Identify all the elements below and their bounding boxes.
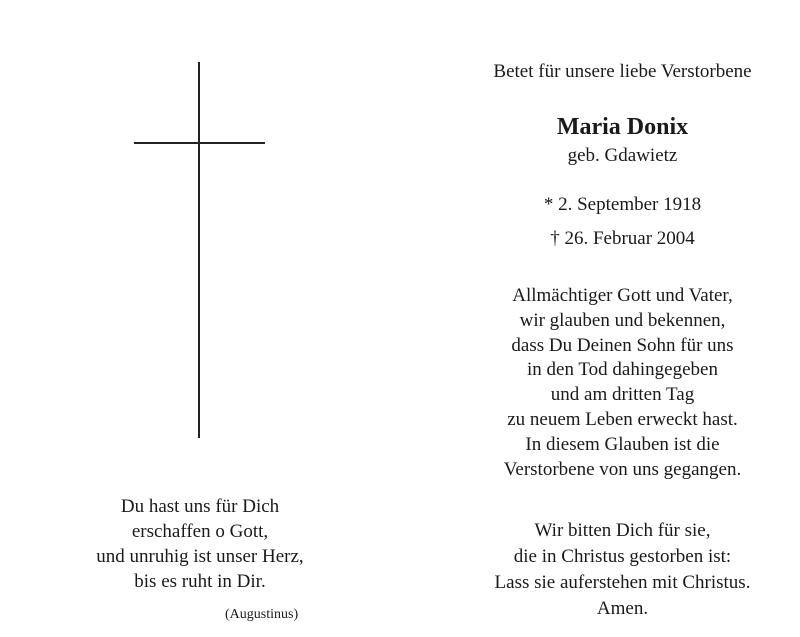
quote-line: erschaffen o Gott, — [131, 521, 269, 542]
augustinus-quote — [40, 494, 360, 622]
petition-line: Wir bitten Dich für sie, — [534, 520, 711, 541]
birth-date: * 2. September 1918 — [543, 194, 702, 215]
prayer-line: wir glauben und bekennen, — [519, 309, 726, 331]
quote-line: bis es ruht in Dir. — [134, 571, 266, 592]
quote-line: Du hast uns für Dich — [120, 496, 280, 517]
petition-line: Lass sie auferstehen mit Christus. — [494, 572, 751, 593]
petition-line: die in Christus gestorben ist: — [513, 546, 732, 567]
prayer-line: Allmächtiger Gott und Vater, — [512, 285, 733, 306]
intro-line: Betet für unsere liebe Verstorbene — [493, 61, 752, 82]
prayer-line: und am dritten Tag — [550, 384, 695, 406]
prayer-line: zu neuem Leben erweckt hast. — [507, 408, 738, 430]
petition-text — [440, 518, 800, 622]
prayer-line: Verstorbene von uns gegangen. — [503, 458, 742, 480]
life-dates — [440, 188, 800, 256]
death-date: † 26. Februar 2004 — [550, 228, 695, 249]
cross-horizontal-beam — [134, 142, 265, 144]
quote-attribution: (Augustinus) — [225, 607, 299, 622]
prayer-line: dass Du Deinen Sohn für uns — [511, 334, 734, 356]
birth-name: geb. Gdawietz — [567, 145, 678, 166]
cross-vertical-beam — [198, 62, 200, 438]
deceased-name: Maria Donix — [556, 114, 689, 140]
prayer-line: in den Tod dahingegeben — [527, 359, 718, 381]
prayer-line: In diesem Glauben ist die — [525, 433, 720, 455]
quote-line: und unruhig ist unser Herz, — [96, 546, 304, 567]
petition-line: Amen. — [596, 598, 649, 619]
prayer-text — [440, 284, 800, 482]
